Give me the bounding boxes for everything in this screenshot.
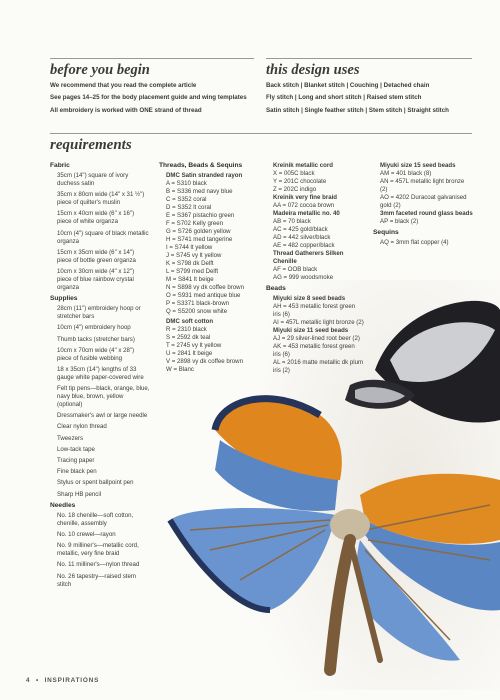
thread-item: O = S931 med antique blue [166, 292, 241, 299]
column-threads [159, 162, 264, 374]
bead-item: AO = 4202 Duracoat galvanised gold (2) [380, 194, 467, 209]
page-footer [26, 677, 99, 684]
miyuki15-title: Miyuki size 15 seed beads [380, 162, 456, 169]
thread-item: S = 2592 dk teal [166, 334, 211, 341]
fabric-item: 35cm (14") square of ivory duchess satin [57, 172, 129, 187]
thread-item: E = S367 pistachio green [166, 212, 235, 219]
cord-title: Kreinik metallic cord [273, 162, 333, 169]
thread-item: R = 2310 black [166, 326, 207, 333]
footer-separator: • [35, 677, 39, 684]
supply-item: 18 x 35cm (14") lengths of 33 gauge white paper-covered wire [57, 365, 144, 381]
bead-item: AI = 457L metallic light bronze (2) [273, 319, 364, 326]
thread-item: Y = 201C chocolate [273, 178, 327, 185]
thread-item: AA = 072 cocoa brown [273, 202, 335, 209]
publication-name: INSPIRATIONS [44, 677, 100, 684]
needle-item: No. 18 chenille—soft cotton, chenille, assembly [57, 511, 134, 527]
design-line: Fly stitch | Long and short stitch | Raised stem stitch [266, 94, 422, 102]
before-line: We recommend that you read the complete article [50, 82, 197, 89]
thread-item: C = S352 coral [166, 196, 207, 203]
supply-item: Clear nylon thread [57, 423, 107, 431]
supply-item: Thumb tacks (stretcher bars) [57, 335, 135, 343]
thread-item: M = S841 lt beige [166, 276, 214, 283]
bead-item: AJ = 29 silver-lined root beer (2) [273, 335, 360, 342]
supply-item: 10cm x 70cm wide (4" x 28") piece of fusible webbing [57, 346, 135, 362]
design-line: Back stitch | Blanket stitch | Couching | Detached chain [266, 82, 430, 89]
thread-item: AD = 442 silver/black [273, 234, 331, 241]
supply-item: Sharp HB pencil [57, 490, 102, 498]
fabric-item: 35cm x 80cm wide (14" x 31 ½") piece of quilter's muslin [57, 191, 145, 207]
requirements-heading: requirements [50, 137, 132, 153]
cotton-title: DMC soft cotton [166, 318, 214, 325]
supply-item: Tweezers [57, 434, 84, 442]
supply-item: Low-tack tape [57, 445, 95, 453]
design-list [266, 82, 476, 115]
thread-item: Q = S5200 snow white [166, 308, 228, 315]
sequin-item: AQ = 3mm flat copper (4) [380, 239, 449, 246]
supply-item: Felt tip pens—black, orange, blue, navy blue, brown, yellow (optional) [57, 385, 150, 409]
thread-item: W = Blanc [166, 366, 194, 373]
mid-rule [50, 133, 472, 134]
before-heading: before you begin [50, 62, 150, 78]
thread-item: T = 2745 vy lt yellow [166, 342, 222, 349]
thread-item: A = S310 black [166, 180, 207, 187]
thread-item: AC = 425 gold/black [273, 226, 328, 233]
fabric-title: Fabric [50, 162, 70, 169]
before-line: All embroidery is worked with ONE strand of thread [50, 106, 202, 114]
design-heading: this design uses [266, 62, 360, 78]
thread-item: J = S745 vy lt yellow [166, 252, 222, 259]
thread-item: Z = 202C indigo [273, 186, 317, 193]
supply-item: 10cm (4") embroidery hoop [57, 324, 131, 332]
bead-item: AP = black (2) [380, 218, 419, 225]
supply-item: 28cm (11") embroidery hoop or stretcher bars [57, 305, 141, 321]
needles-title: Needles [50, 501, 76, 509]
supply-item: Stylus or spent ballpoint pen [57, 479, 134, 487]
braid-title: Kreinik very fine braid [273, 194, 338, 201]
supply-item: Dressmaker's awl or large needle [57, 412, 148, 420]
page-number: 4 [26, 677, 31, 684]
before-line: See pages 14–25 for the body placement guide and wing templates [50, 94, 247, 102]
supplies-title: Supplies [50, 295, 78, 303]
thread-item: AB = 70 black [273, 218, 311, 225]
thread-item: U = 2841 lt beige [166, 350, 213, 357]
needle-item: No. 10 crewel—rayon [57, 530, 116, 538]
column-fabric-supplies [50, 162, 150, 592]
thread-item: G = S726 golden yellow [166, 228, 231, 235]
thread-item: N = S898 vy dk coffee brown [166, 284, 244, 291]
thread-item: P = S3371 black-brown [166, 300, 230, 307]
top-rule-left [50, 58, 254, 59]
thread-item: F = S702 Kelly green [166, 220, 224, 227]
gatherers-title: Thread Gatherers Silken Chenille [273, 250, 344, 265]
before-list [50, 82, 255, 115]
top-rule-right [266, 58, 472, 59]
thread-item: I = S744 lt yellow [166, 244, 213, 251]
thread-item: K = S798 dk Delft [166, 260, 214, 267]
column-metallics-beads [266, 162, 364, 375]
bead-item: AL = 2016 matte metallic dk plum iris (2) [273, 359, 364, 374]
needle-item: No. 11 milliner's—nylon thread [57, 561, 140, 569]
satin-title: DMC Satin stranded rayon [166, 172, 243, 179]
bead-item: AN = 457L metallic light bronze (2) [380, 178, 465, 193]
crystal-title: 3mm faceted round glass beads [380, 210, 473, 217]
fabric-item: 10cm (4") square of black metallic organza [57, 229, 149, 245]
fabric-item: 15cm x 35cm wide (6" x 14") piece of bottle green organza [57, 248, 136, 264]
bead-item: AM = 401 black (8) [380, 170, 432, 177]
supply-item: Fine black pen [57, 468, 97, 476]
thread-item: D = S352 lt coral [166, 204, 212, 211]
thread-item: AF = OOB black [273, 266, 318, 273]
madeira-title: Madeira metallic no. 40 [273, 210, 340, 217]
thread-item: B = S336 med navy blue [166, 188, 233, 195]
bead-item: AH = 453 metallic forest green iris (6) [273, 303, 356, 318]
supply-item: Tracing paper [57, 457, 95, 464]
thread-item: L = S799 med Delft [166, 268, 219, 275]
needle-item: No. 26 tapestry—raised stem stitch [57, 572, 136, 588]
beads-title: Beads [266, 285, 286, 292]
column-beads-sequins [373, 162, 473, 247]
thread-item: AG = 999 woodsmoke [273, 274, 334, 281]
threads-title: Threads, Beads & Sequins [159, 162, 243, 169]
miyuki8-title: Miyuki size 8 seed beads [273, 295, 346, 302]
miyuki11-title: Miyuki size 11 seed beads [273, 327, 349, 334]
thread-item: H = S741 med tangerine [166, 236, 233, 243]
design-line: Satin stitch | Single feather stitch | Stem stitch | Straight stitch [266, 106, 449, 114]
bead-item: AK = 453 metallic forest green iris (6) [273, 343, 355, 358]
thread-item: V = 2898 vy dk coffee brown [166, 358, 243, 365]
fabric-item: 15cm x 40cm wide (6" x 16") piece of white organza [57, 210, 135, 226]
thread-item: AE = 482 copper/black [273, 242, 335, 249]
fabric-item: 10cm x 30cm wide (4" x 12") piece of blue rainbow crystal organza [57, 267, 135, 291]
sequins-title: Sequins [373, 229, 399, 236]
needle-item: No. 9 milliner's—metallic cord, metallic, very fine braid [57, 542, 139, 558]
thread-item: X = 005C black [273, 170, 315, 177]
